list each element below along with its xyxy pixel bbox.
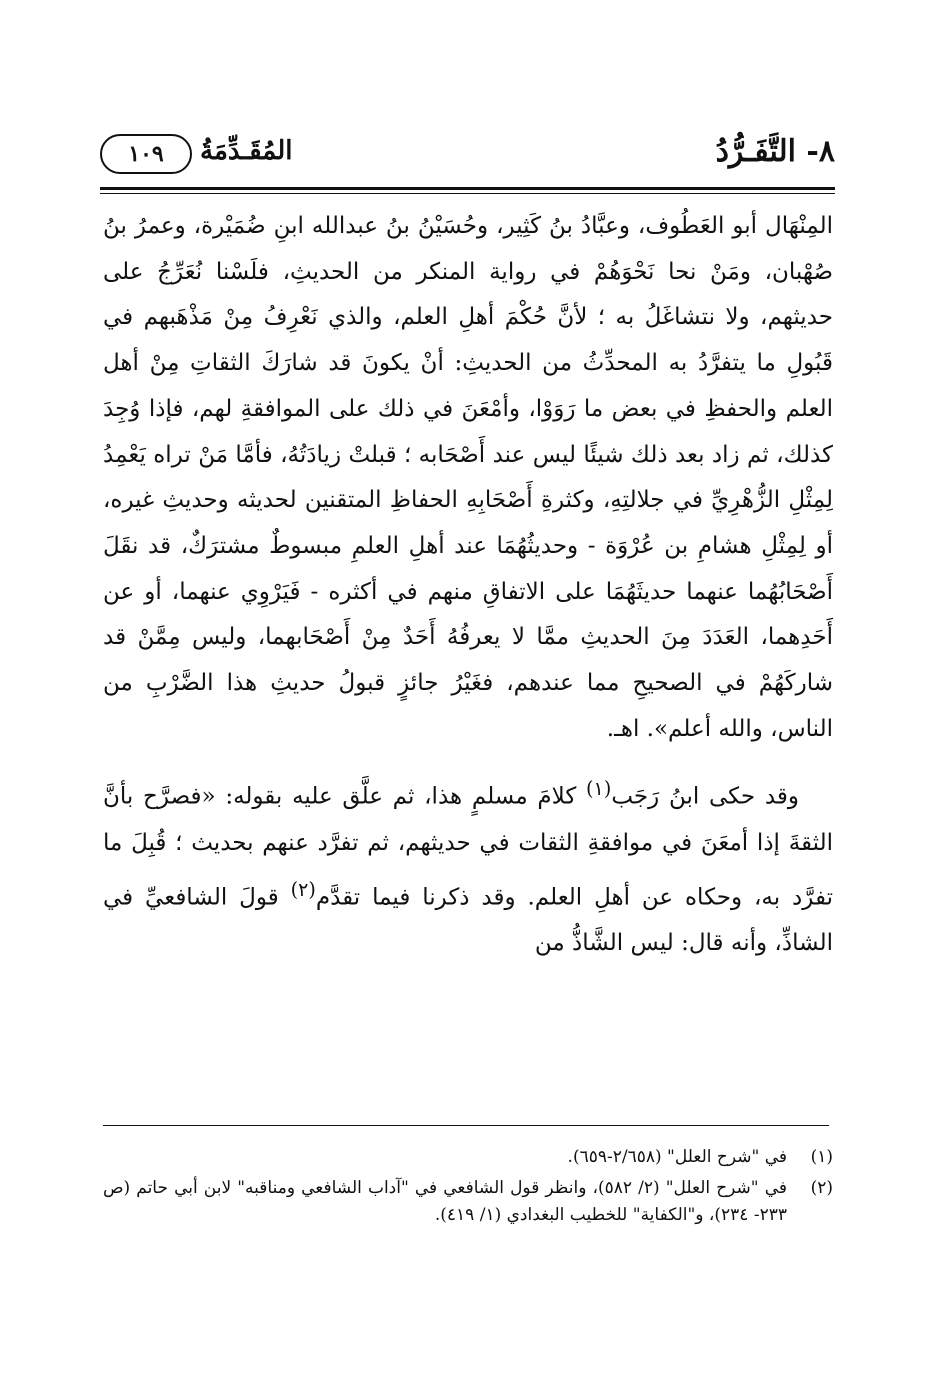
paragraph-text: كلامَ مسلمٍ هذا، ثم علَّق عليه بقوله: «فصرَّح بأنَّ الثقةَ إذا أمعَنَ في موافقةِ الثقات في حديثهم، ثم تفرَّد عنهم بحديث ؛ قُبِلَ ما تفرَّد به، وحكاه عن أهلِ العلم. وقد ذكرنا فيما تقدَّم [103,784,833,911]
page-number: ١٠٩ [100,134,192,174]
paragraph-text: وقد حكى ابنُ رَجَب [611,784,800,811]
footnote [103,1144,833,1171]
footnote-number: (١) [810,1147,833,1167]
footnote-text: في "شرح العلل" (٢/ ٥٨٢)، وانظر قول الشافعي في "آداب الشافعي ومناقبه" لابن أبي حاتم (ص ٢٣٣- ٢٣٤)، و"الكفاية" للخطيب البغدادي (١/ ٤١٩). [103,1178,787,1225]
footnote-number: (٢) [810,1178,833,1198]
running-header [100,120,835,186]
paragraph-text: قولَ الشافعيِّ في الشاذِّ، وأنه قال: ليس الشَّاذُّ من [103,884,833,956]
footnote-reference: (٢) [290,877,316,901]
footnote-separator [103,1125,829,1126]
header-rule-thin [100,193,835,194]
footnotes [103,1144,833,1233]
footnote-text: في "شرح العلل" (٢/٦٥٨-٦٥٩). [567,1147,787,1167]
paragraph: المِنْهَال أبو العَطُوف، وعبَّادُ بنُ كَثِير، وحُسَيْنُ بنُ عبدالله ابنِ ضُمَيْرة، وعمرُ بنُ صُهْبان، ومَنْ نحا نَحْوَهُمْ في رواية المنكر من الحديثِ، فلَسْنا نُعَرِّجُ على حديثهم، ولا نتشاغَلُ به ؛ لأنَّ حُكْمَ أهلِ العلم، والذي نَعْرِفُ مِنْ مَذْهَبهم في قَبُولِ ما يتفرَّدُ به المحدِّثُ من الحديثِ: أنْ يكونَ قد شارَكَ الثقاتِ مِنْ أهل العلم والحفظِ في بعض ما رَوَوْا، وأمْعَنَ في ذلك على الموافقةِ لهم، فإذا وُجِدَ كذلك، ثم زاد بعد ذلك شيئًا ليس عند أَصْحَابه ؛ قبلتْ زيادَتُهُ، فأمَّا مَنْ تراه يَعْمِدُ لِمِثْلِ الزُّهْرِيِّ في جلالتِهِ، وكثرةِ أَصْحَابِهِ الحفاظِ المتقنين لحديثه وحديثِ غيره، أو لِمِثْلِ هشامِ بن عُرْوَة - وحديثُهُمَا عند أهلِ العلمِ مبسوطٌ مشترَكٌ، قد نقَلَ أَصْحَابُهُما عنهما حديثَهُمَا على الاتفاقِ منهم في أكثره - فَيَرْوِي عنهما، أو عن أَحَدِهما، العَدَدَ مِنَ الحديثِ ممَّا لا يعرفُهُ أَحَدٌ مِنْ أَصْحَابهما، وليس مِمَّنْ قد شاركَهُمْ في الصحيحِ مما عندهم، فغَيْرُ جائزٍ قبولُ حديثِ هذا الضَّرْبِ من الناس، والله أعلم». اهـ. [103,213,833,742]
footnote-reference: (١) [586,777,612,801]
section-title: المُقَـدِّمَةُ [200,136,293,166]
chapter-title: ٨- التَّفَـرُّدُ [715,134,835,169]
main-text [103,204,833,967]
header-rule [100,187,835,190]
paragraph [103,766,833,966]
footnote [103,1175,833,1229]
